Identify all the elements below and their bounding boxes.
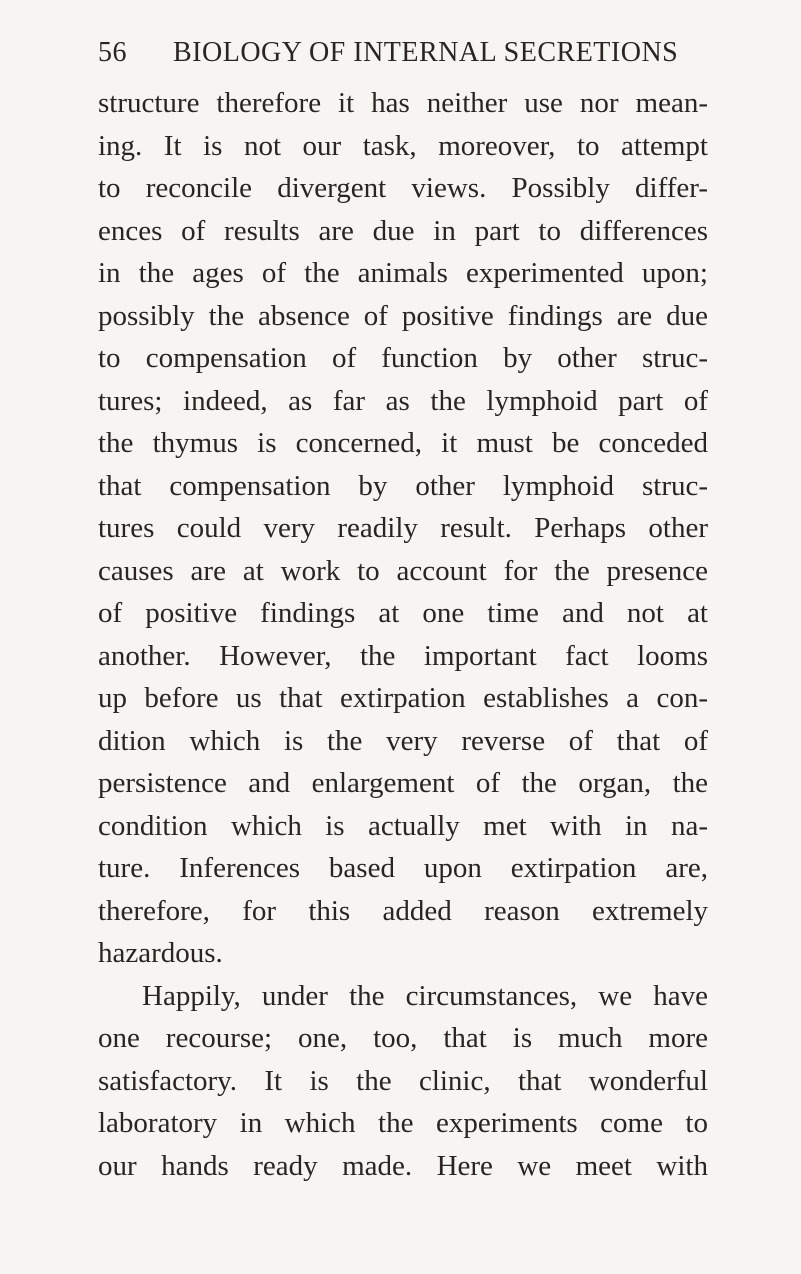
text-line: the thymus is concerned, it must be conceded [98, 427, 708, 459]
text-line: structure therefore it has neither use nor mean- [98, 87, 708, 119]
text-line: condition which is actually met with in na- [98, 809, 708, 842]
text-line: that compensation by other lymphoid struc- [98, 469, 708, 502]
text-line: our hands ready made. Here we meet with [98, 1149, 708, 1182]
page-number: 56 [98, 37, 127, 68]
text-line: tures; indeed, as far as the lymphoid part of [98, 384, 708, 417]
text-line: to reconcile divergent views. Possibly differ- [98, 172, 708, 204]
paragraph-2 [98, 975, 708, 1188]
text-line: up before us that extirpation establishes a con- [98, 682, 708, 714]
text-line: dition which is the very reverse of that of [98, 724, 708, 757]
text-line: causes are at work to account for the presence [98, 554, 708, 587]
text-line: ing. It is not our task, moreover, to attempt [98, 129, 708, 162]
text-line: Happily, under the circumstances, we have [142, 979, 708, 1012]
text-line: one recourse; one, too, that is much more [98, 1022, 708, 1054]
text-line: possibly the absence of positive findings are due [98, 299, 708, 332]
text-line: persistence and enlargement of the organ, the [98, 767, 708, 799]
text-line: therefore, for this added reason extremely [98, 894, 708, 927]
text-line: hazardous. [98, 937, 223, 969]
text-line: of positive findings at one time and not at [98, 597, 708, 629]
running-title: BIOLOGY OF INTERNAL SECRETIONS [173, 37, 679, 68]
text-line: satisfactory. It is the clinic, that wonderful [98, 1064, 708, 1097]
text-line: laboratory in which the experiments come to [98, 1107, 708, 1139]
running-head [98, 33, 708, 73]
paragraph-1 [98, 82, 708, 975]
text-line: in the ages of the animals experimented upon; [98, 257, 708, 289]
text-line: tures could very readily result. Perhaps other [98, 512, 708, 544]
body-text [98, 82, 708, 1187]
text-line: ture. Inferences based upon extirpation are, [98, 852, 708, 884]
text-line: another. However, the important fact looms [98, 639, 708, 672]
text-line: ences of results are due in part to differences [98, 214, 708, 247]
text-line: to compensation of function by other struc- [98, 342, 708, 374]
